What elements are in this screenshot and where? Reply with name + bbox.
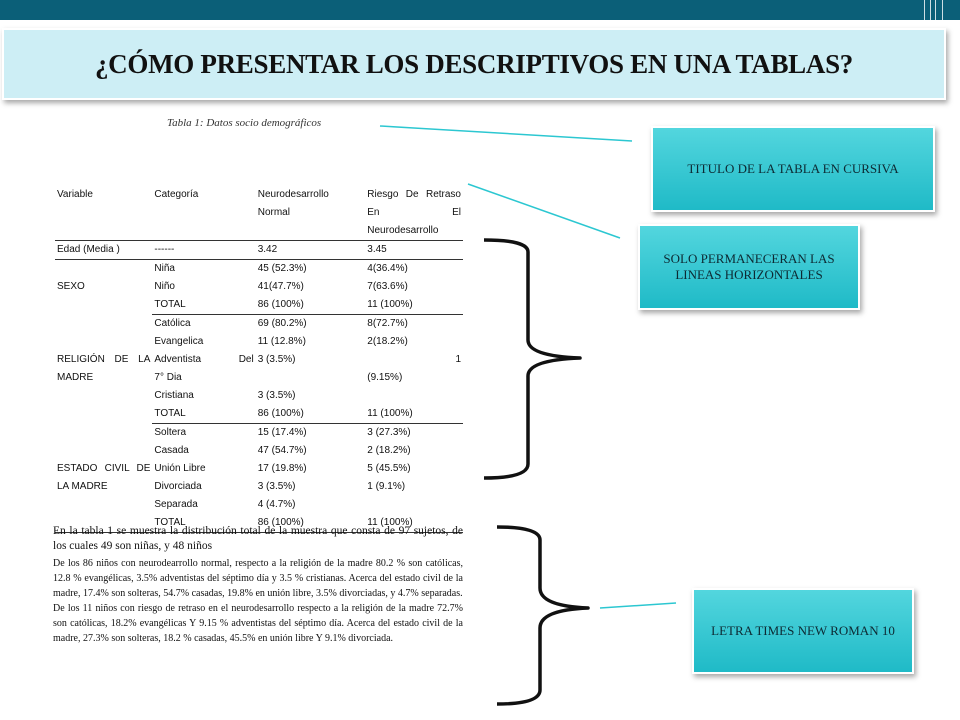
connector-lines <box>468 184 620 238</box>
cell-riesgo: 11 (100%) <box>365 405 463 424</box>
header-normal: Neurodesarrollo Normal <box>256 186 366 241</box>
cell-normal: 15 (17.4%) <box>257 427 307 438</box>
cell-riesgo: 7(63.6%) <box>367 281 408 292</box>
paragraph-lead: En la tabla 1 se muestra la distribución total de la muestra que consta de 97 sujetos, de los cuales 49 son niñas, y 48 niños <box>53 525 463 552</box>
curly-brace-paragraph <box>497 527 588 704</box>
connector-title <box>380 126 632 141</box>
cell-riesgo: 8(72.7%) <box>367 318 408 329</box>
cell-categoria: Evangelica <box>154 336 204 347</box>
cell-normal: 86 (100%) <box>256 514 366 533</box>
header-riesgo: Riesgo De Retraso En El Neurodesarrollo <box>365 186 463 241</box>
cell-normal: 86 (100%) <box>256 405 366 424</box>
cell-riesgo: 1 (9.1%) <box>367 481 406 492</box>
cell-categoria: Cristiana <box>154 390 194 401</box>
cell-riesgo: (9.15%) <box>367 372 403 383</box>
cell-normal: 3 (3.5%) <box>257 390 296 401</box>
cell-normal: 17 (19.8%) <box>257 463 307 474</box>
sexo-label: SEXO <box>57 281 85 293</box>
cell-normal: 3 (3.5%) <box>257 354 296 365</box>
cell-categoria: 7° Dia <box>154 372 182 383</box>
cell-categoria: TOTAL <box>152 296 255 315</box>
cell-normal: 47 (54.7%) <box>257 445 307 456</box>
curly-brace-table <box>484 240 580 478</box>
cell-categoria: Separada <box>154 499 198 510</box>
paragraph-riesgo: De los 11 niños con riesgo de retraso en el neurodesarrollo respecto a la religión de la madre 72.7% son católicas, 18.2% evangélicas Y 9.15 % adventistas del séptimo día. Acerca del estado civil de la madre, 27.3% son solteras, 18.2 % casadas, 45.5% en unión libre Y 9.1% divorciada. <box>53 603 463 644</box>
cell-categoria: Adventista Del <box>154 354 254 365</box>
cell-normal: 86 (100%) <box>256 296 366 315</box>
cell-riesgo: 2(18.2%) <box>367 336 408 347</box>
cell-normal: 41(47.7%) <box>257 281 304 292</box>
estado-civil-label-text: ESTADO CIVIL DE LA MADRE <box>57 462 151 492</box>
cell-riesgo: 1 <box>455 354 461 365</box>
cell-categoria: Soltera <box>154 427 187 438</box>
cell-normal: 45 (52.3%) <box>257 263 307 274</box>
cell-normal: 4 (4.7%) <box>257 499 296 510</box>
cell-categoria: Católica <box>154 318 191 329</box>
paragraph-normal: De los 86 niños con neurodearrollo normal, respecto a la religión de la madre 80.2 % son católicas, 12.8 % evangélicas, 3.5% adventistas del séptimo día y 3.5 % cristianas. Acerca del estado civil de la madre, 17.4% son solteras, 54.7% casadas, 19.8% en unión libre, 3.5% divorciadas, y 4.7% separadas. <box>53 558 463 599</box>
callout-horizontal-lines-text: SOLO PERMANECERAN LAS LINEAS HORIZONTALES <box>663 251 835 282</box>
edad-categoria: ------ <box>152 241 255 260</box>
table-caption: Tabla 1: Datos socio demográficos <box>167 117 322 129</box>
cell-categoria: Divorciada <box>154 481 202 492</box>
edad-riesgo: 3.45 <box>365 241 463 260</box>
cell-riesgo: 11 (100%) <box>365 296 463 315</box>
connector-font <box>600 603 676 608</box>
cell-riesgo: 4(36.4%) <box>367 263 408 274</box>
cell-normal: 69 (80.2%) <box>257 318 307 329</box>
cell-categoria: Niña <box>154 263 175 274</box>
cell-riesgo: 5 (45.5%) <box>367 463 411 474</box>
callout-font-text: LETRA TIMES NEW ROMAN 10 <box>711 623 895 638</box>
cell-normal: 11 (12.8%) <box>257 336 306 347</box>
cell-riesgo: 3 (27.3%) <box>367 427 411 438</box>
cell-categoria: Unión Libre <box>154 463 206 474</box>
edad-normal: 3.42 <box>256 241 366 260</box>
callout-title-italic-text: TITULO DE LA TABLA EN CURSIVA <box>687 161 899 176</box>
edad-label: Edad (Media ) <box>55 241 152 260</box>
header-categoria: Categoría <box>152 186 255 241</box>
slide-title: ¿CÓMO PRESENTAR LOS DESCRIPTIVOS EN UNA TABLAS? <box>94 48 853 79</box>
cell-categoria: TOTAL <box>152 514 255 533</box>
cell-categoria: Casada <box>154 445 189 456</box>
cell-categoria: Niño <box>154 281 175 292</box>
cell-categoria: TOTAL <box>152 405 255 424</box>
cell-normal: 3 (3.5%) <box>257 481 296 492</box>
header-variable: Variable <box>55 186 152 241</box>
cell-riesgo: 11 (100%) <box>365 514 463 533</box>
religion-label-text: RELIGIÓN DE LA MADRE <box>57 354 151 383</box>
cell-riesgo: 2 (18.2%) <box>367 445 411 456</box>
